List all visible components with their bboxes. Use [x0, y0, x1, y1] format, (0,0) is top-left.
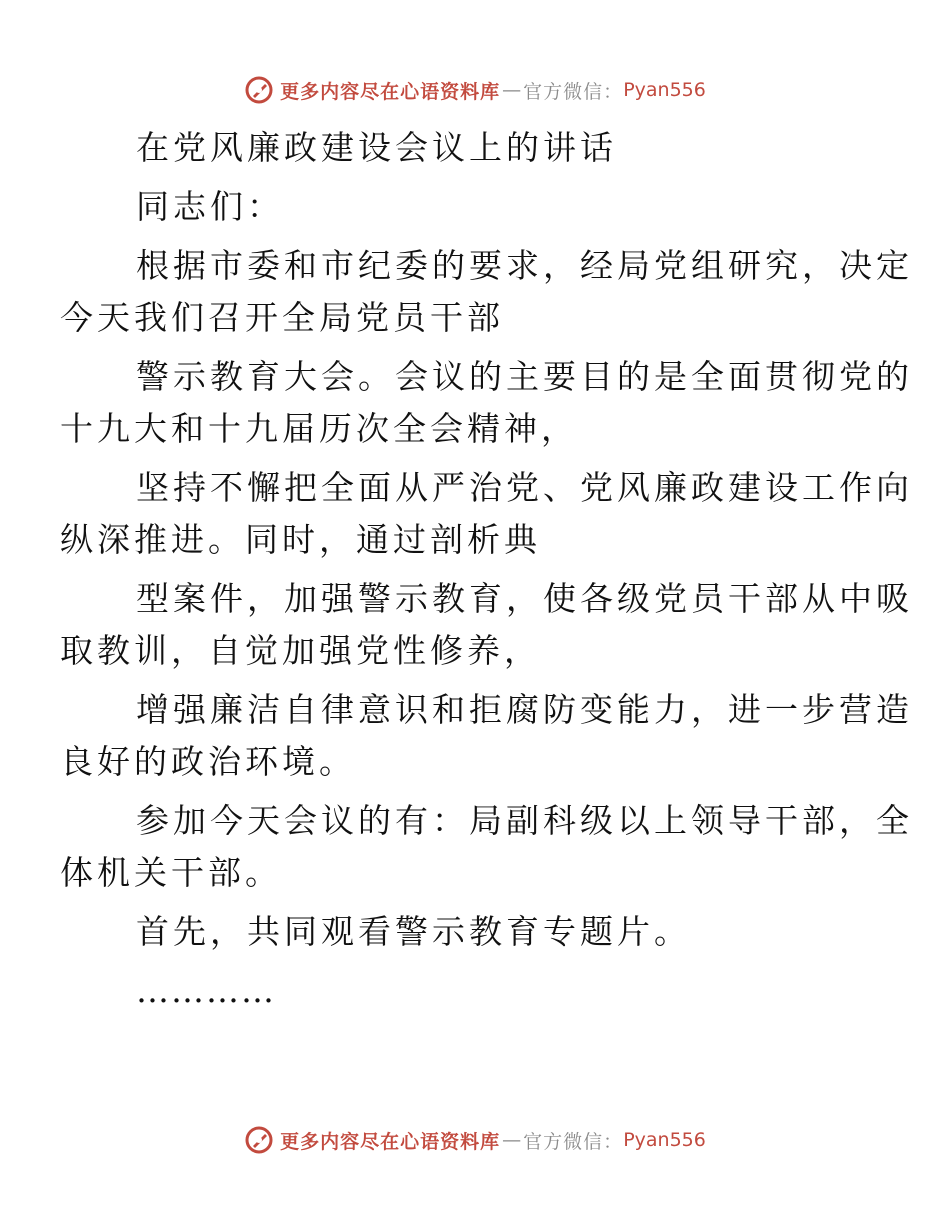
paragraph-line: 首先，共同观看警示教育专题片。	[136, 912, 691, 951]
paragraph-line: 纵深推进。同时，通过剖析典	[60, 520, 541, 559]
ellipsis-text: …………	[136, 971, 276, 1010]
library-logo-icon	[244, 75, 274, 105]
watermark-text: 更多内容尽在心语资料库	[280, 80, 501, 103]
paragraph	[98, 906, 858, 958]
paragraph-line: 体机关干部。	[60, 853, 282, 892]
paragraph	[60, 684, 913, 788]
title-text: 在党风廉政建设会议上的讲话	[136, 128, 617, 167]
paragraph	[60, 795, 913, 899]
watermark-dash: —	[502, 1129, 522, 1151]
watermark-text: 更多内容尽在心语资料库	[280, 1130, 501, 1153]
paragraph-line: 参加今天会议的有：局副科级以上领导干部，全	[136, 801, 913, 840]
watermark-contact-label: 官方微信：	[523, 1130, 624, 1153]
paragraph-line: 增强廉洁自律意识和拒腐防变能力，进一步营造	[136, 690, 913, 729]
paragraph-line: 根据市委和市纪委的要求，经局党组研究，决定	[136, 246, 913, 285]
paragraph-line: 良好的政治环境。	[60, 742, 356, 781]
library-logo-icon	[244, 1125, 274, 1155]
paragraph-line: 今天我们召开全局党员干部	[60, 298, 504, 337]
paragraph-line: 十九大和十九届历次全会精神，	[60, 409, 578, 448]
document-title	[98, 122, 858, 174]
ellipsis	[98, 965, 858, 1017]
paragraph-line: 型案件，加强警示教育，使各级党员干部从中吸	[136, 579, 913, 618]
watermark-contact-label: 官方微信：	[523, 80, 624, 103]
footer-watermark	[0, 1120, 950, 1160]
paragraph	[60, 351, 913, 455]
paragraph	[60, 240, 913, 344]
watermark-dash: —	[502, 79, 522, 101]
salutation-text: 同志们：	[136, 187, 284, 226]
salutation	[98, 181, 858, 233]
paragraph-line: 取教训，自觉加强党性修养，	[60, 631, 541, 670]
paragraph	[60, 573, 913, 677]
watermark-contact-id: Pyan556	[623, 1129, 706, 1151]
header-watermark	[0, 70, 950, 110]
paragraph-line: 坚持不懈把全面从严治党、党风廉政建设工作向	[136, 468, 913, 507]
paragraph	[60, 462, 913, 566]
watermark-contact-id: Pyan556	[623, 79, 706, 101]
paragraph-line: 警示教育大会。会议的主要目的是全面贯彻党的	[136, 357, 913, 396]
document-body	[60, 122, 913, 1024]
